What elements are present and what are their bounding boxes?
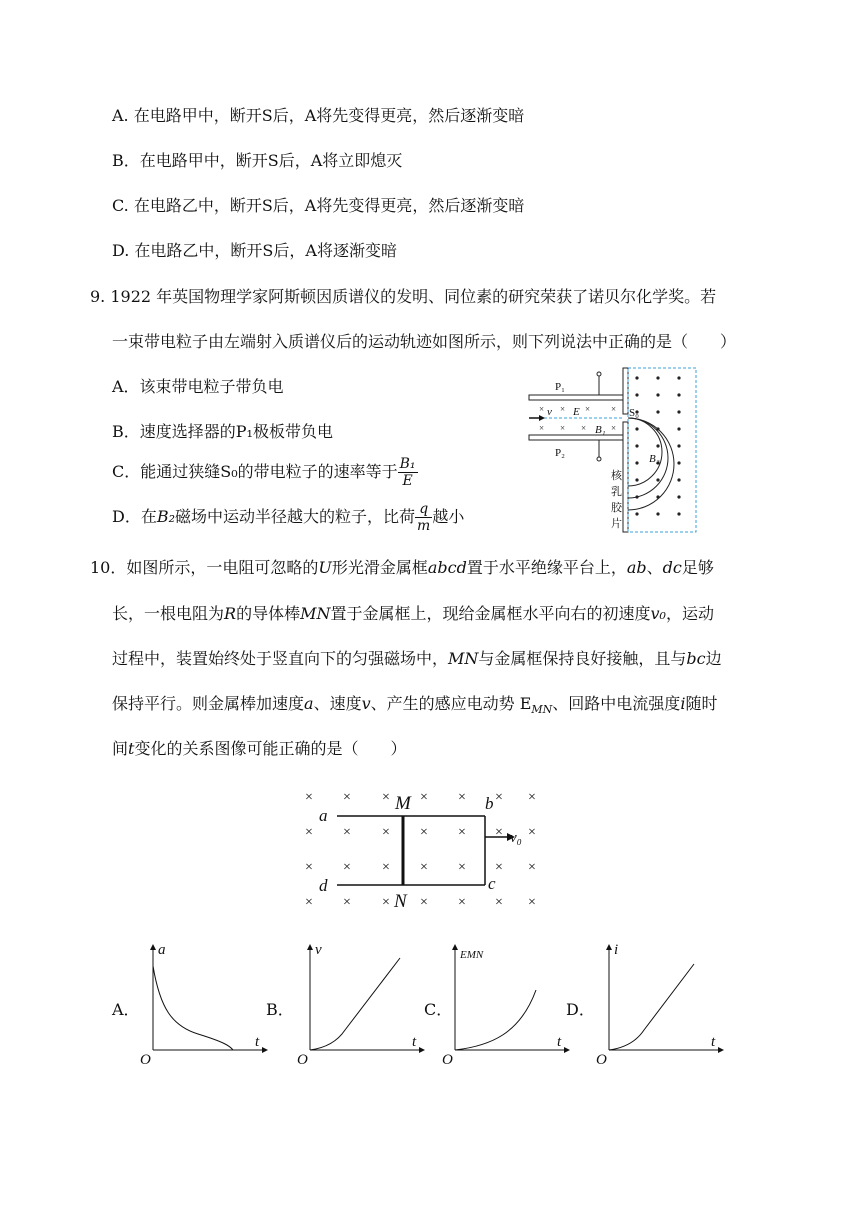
graph-c-letter: C． — [424, 1000, 453, 1019]
label-b2: B₂ — [649, 453, 660, 465]
text-italic: U — [318, 558, 332, 577]
svg-text:×: × — [560, 404, 566, 414]
label-p2: P₂ — [555, 447, 565, 459]
field-cross: × — [343, 860, 351, 875]
curve-a — [153, 966, 233, 1050]
field-cross: × — [458, 895, 466, 910]
q9-stem-line2: 一束带电粒子由左端射入质谱仪后的运动轨迹如图所示，则下列说法中正确的是（ ） — [112, 332, 737, 351]
text: 过程中，装置始终处于竖直向下的匀强磁场中， — [112, 649, 449, 668]
svg-text:×: × — [585, 404, 591, 414]
field-dot — [656, 393, 659, 396]
text: 、回路中电流强度 — [552, 694, 681, 713]
label-v0: v₀ — [510, 830, 522, 846]
axis-label-y: EMN — [460, 949, 484, 961]
label-a: a — [319, 806, 328, 825]
label-n: N — [394, 891, 407, 912]
q8-option-c: C. 在电路乙中，断开S后，A将先变得更亮，然后逐渐变暗 — [112, 196, 525, 215]
q9-option-d-text: D．在 — [112, 507, 157, 526]
label-film-4: 片 — [611, 518, 622, 530]
text: 、 — [646, 558, 663, 577]
text: 长，一根电阻为 — [112, 604, 225, 623]
q9-stem-line1: 9. 1922 年英国物理学家阿斯顿因质谱仪的发明、同位素的研究荣获了诺贝尔化学奖。若 — [90, 287, 717, 306]
label-b: b — [485, 794, 494, 813]
field-cross: × — [528, 895, 536, 910]
axis-label-x: t — [255, 1034, 260, 1050]
text: 的导体棒 — [236, 604, 301, 623]
label-d: d — [319, 876, 328, 895]
text-italic: dc — [662, 558, 682, 577]
field-dot — [656, 376, 659, 379]
field-dot — [656, 427, 659, 430]
text: 足够 — [681, 558, 714, 577]
label-e: E — [573, 406, 580, 418]
fraction-numerator: B₁ — [399, 456, 416, 472]
text: 变化的关系图像可能正确的是（ ） — [134, 739, 407, 758]
field-cross: × — [420, 895, 428, 910]
q9-option-c-fraction — [398, 456, 418, 489]
svg-text:×: × — [539, 423, 545, 433]
text-italic: MN — [448, 649, 479, 668]
magnetic-field-crosses — [305, 790, 536, 910]
label-v: v — [547, 406, 552, 418]
text-italic: abcd — [427, 558, 467, 577]
origin-label: O — [442, 1052, 453, 1068]
q10-line1 — [90, 557, 714, 579]
graph-c — [440, 938, 570, 1068]
field-cross: × — [495, 790, 503, 805]
field-cross: × — [343, 825, 351, 840]
label-c: c — [488, 874, 496, 893]
field-dot — [677, 444, 680, 447]
text: 与金属框保持良好接触，且与 — [478, 649, 687, 668]
field-cross: × — [528, 825, 536, 840]
field-dot — [635, 393, 638, 396]
q9-option-a: A．该束带电粒子带负电 — [112, 377, 284, 396]
field-cross: × — [458, 790, 466, 805]
field-cross: × — [528, 860, 536, 875]
field-cross: × — [382, 825, 390, 840]
text-italic: v₀ — [650, 604, 666, 623]
text: 10．如图所示，一电阻可忽略的 — [90, 558, 319, 577]
field-cross: × — [343, 790, 351, 805]
graph-d — [594, 938, 724, 1068]
field-cross: × — [305, 895, 313, 910]
text-italic: R — [224, 604, 237, 623]
field-dot — [656, 512, 659, 515]
text-italic: ab — [626, 558, 647, 577]
plate-p1 — [529, 395, 623, 400]
field-dot — [635, 512, 638, 515]
field-cross: × — [420, 860, 428, 875]
axis-label-x: t — [557, 1034, 562, 1050]
fraction-denominator: E — [402, 473, 413, 489]
field-cross: × — [458, 825, 466, 840]
graph-a-letter: A． — [112, 1000, 140, 1019]
q9-option-d-fraction — [415, 501, 432, 534]
axis-label-x: t — [412, 1034, 417, 1050]
field-cross: × — [305, 825, 313, 840]
text-italic: t — [128, 739, 135, 758]
label-p1: P₁ — [555, 381, 565, 393]
axis-label-y: v — [315, 942, 322, 958]
field-cross: × — [495, 825, 503, 840]
q10-line5 — [112, 738, 406, 760]
field-cross: × — [382, 790, 390, 805]
q8-option-a: A. 在电路甲中，断开S后，A将先变得更亮，然后逐渐变暗 — [112, 106, 525, 125]
axis-label-y: i — [614, 942, 619, 958]
q9-option-d-field: B₂ — [156, 507, 176, 526]
text: 随时 — [685, 694, 718, 713]
field-dot — [635, 478, 638, 481]
curve-c — [455, 990, 536, 1050]
field-dot — [677, 478, 680, 481]
text: 间 — [112, 739, 129, 758]
axis-label-x: t — [711, 1034, 716, 1050]
text-italic: bc — [686, 649, 706, 668]
curve-d — [609, 964, 694, 1050]
plate-p2 — [529, 435, 623, 440]
curve-b — [310, 958, 400, 1050]
field-dot — [635, 376, 638, 379]
q9-option-c-text: C．能通过狭缝S₀的带电粒子的速率等于 — [112, 462, 398, 481]
q8-option-b: B．在电路甲中，断开S后，A将立即熄灭 — [112, 151, 403, 170]
field-dot — [656, 478, 659, 481]
mass-spectrometer-diagram — [525, 362, 700, 537]
svg-text:×: × — [560, 423, 566, 433]
origin-label: O — [297, 1052, 308, 1068]
field-dot — [656, 444, 659, 447]
field-cross: × — [528, 790, 536, 805]
q9-option-b: B．速度选择器的P₁极板带负电 — [112, 422, 333, 441]
text: 边 — [705, 649, 722, 668]
text-subscript: MN — [531, 703, 553, 717]
q10-line2 — [112, 603, 714, 625]
field-dot — [677, 495, 680, 498]
field-cross: × — [495, 895, 503, 910]
svg-text:×: × — [539, 404, 545, 414]
text-italic: v — [361, 694, 371, 713]
graph-a — [138, 938, 268, 1068]
label-film-1: 核 — [611, 470, 622, 482]
field-dot — [635, 427, 638, 430]
text-italic: i — [680, 694, 686, 713]
origin-label: O — [596, 1052, 607, 1068]
text-italic: MN — [300, 604, 331, 623]
graph-d-letter: D． — [566, 1000, 595, 1019]
field-dot — [677, 461, 680, 464]
text-italic: a — [304, 694, 314, 713]
q9-option-d-text3: 越小 — [432, 507, 465, 526]
q10-line4 — [112, 693, 717, 721]
q10-line3 — [112, 648, 722, 670]
field-dot — [677, 512, 680, 515]
q9-option-d-text2: 磁场中运动半径越大的粒子，比荷 — [175, 507, 416, 526]
origin-label: O — [140, 1052, 151, 1068]
label-b1: B₁ — [595, 424, 606, 436]
field-dot — [677, 393, 680, 396]
field-dot — [635, 495, 638, 498]
q9-option-d — [112, 501, 464, 534]
svg-text:×: × — [611, 423, 617, 433]
graph-b-letter: B． — [266, 1000, 294, 1019]
field-dot — [635, 461, 638, 464]
field-dot — [677, 410, 680, 413]
field-dot — [677, 376, 680, 379]
fraction-numerator: q — [415, 501, 432, 518]
text: 、产生的感应电动势 E — [370, 694, 532, 713]
field-cross: × — [458, 860, 466, 875]
field-dot — [677, 427, 680, 430]
fraction-denominator: m — [417, 518, 431, 534]
text: 置于金属框上，现给金属框水平向右的初速度 — [330, 604, 651, 623]
field-dot — [635, 444, 638, 447]
label-film-3: 胶 — [611, 502, 622, 514]
svg-text:×: × — [581, 423, 587, 433]
text: 形光滑金属框 — [331, 558, 428, 577]
field-cross: × — [343, 895, 351, 910]
label-s0: S₀ — [629, 407, 639, 419]
field-dot — [656, 410, 659, 413]
field-cross: × — [420, 825, 428, 840]
field-cross: × — [495, 860, 503, 875]
svg-text:×: × — [611, 404, 617, 414]
field-cross: × — [305, 860, 313, 875]
field-cross: × — [420, 790, 428, 805]
graph-b — [295, 938, 425, 1068]
label-m: M — [395, 793, 411, 814]
text: ，运动 — [665, 604, 714, 623]
text: 置于水平绝缘平台上， — [466, 558, 627, 577]
metal-frame-diagram — [295, 785, 550, 915]
axis-label-y: a — [158, 942, 166, 958]
field-cross: × — [382, 895, 390, 910]
text: 保持平行。则金属棒加速度 — [112, 694, 305, 713]
field-cross: × — [305, 790, 313, 805]
q9-option-c — [112, 456, 418, 489]
text: 、速度 — [313, 694, 362, 713]
field-cross: × — [382, 860, 390, 875]
q8-option-d: D. 在电路乙中，断开S后，A将逐渐变暗 — [112, 241, 397, 260]
field-dot — [656, 495, 659, 498]
label-film-2: 乳 — [611, 486, 622, 498]
